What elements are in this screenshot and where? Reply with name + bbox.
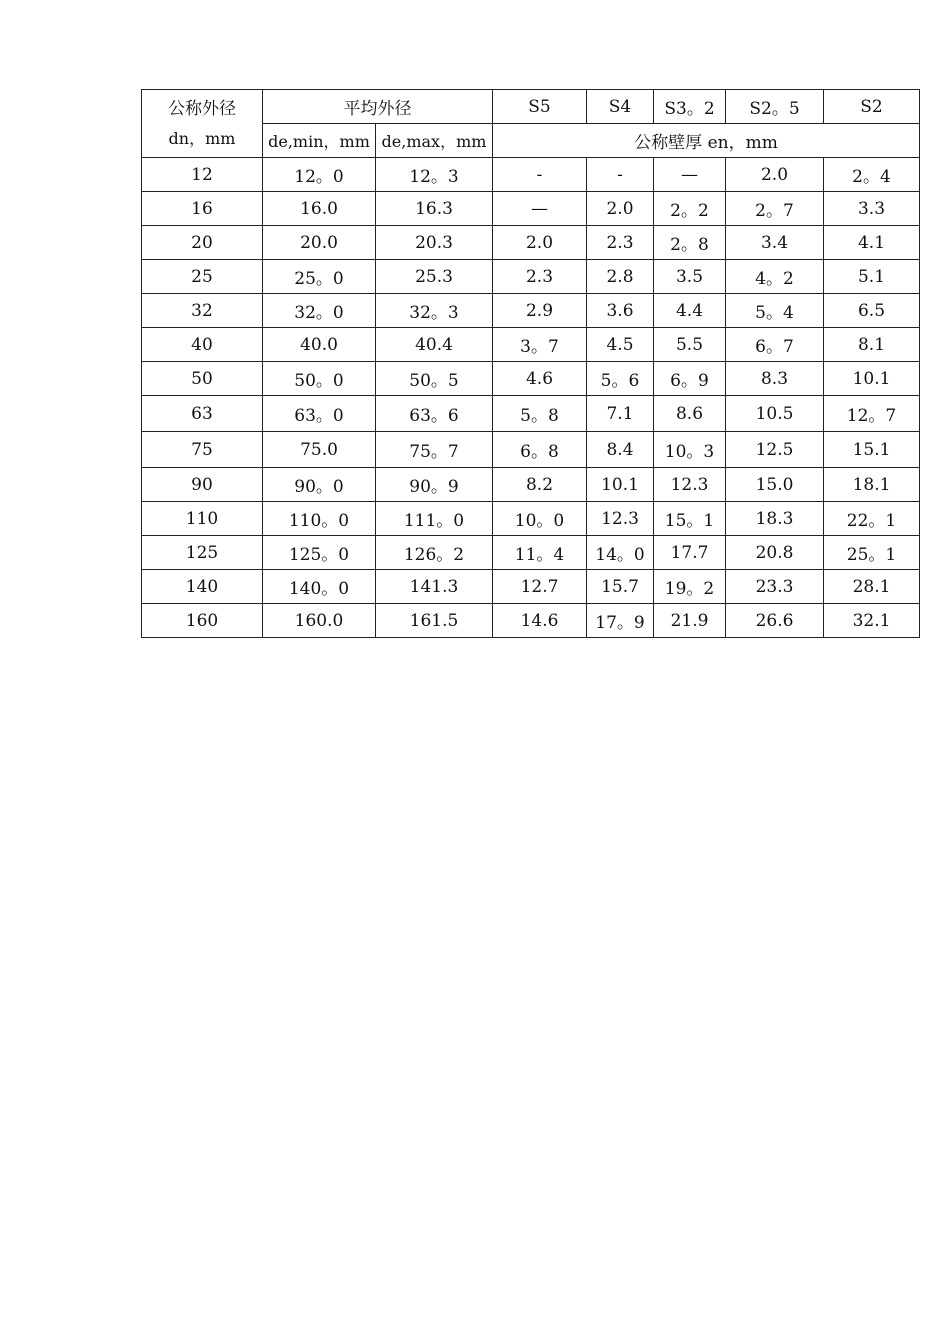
cell-de-min: 63。0 bbox=[263, 396, 376, 432]
series-header-s2-5: S2。5 bbox=[726, 90, 824, 124]
cell-dn: 90 bbox=[142, 468, 263, 502]
cell-dn: 75 bbox=[142, 432, 263, 468]
cell-s2-5: 12.5 bbox=[726, 432, 824, 468]
table-row bbox=[142, 362, 920, 396]
cell-dn: 140 bbox=[142, 570, 263, 604]
cell-s2: 3.3 bbox=[824, 192, 920, 226]
cell-s5: 4.6 bbox=[493, 362, 587, 396]
cell-dn: 63 bbox=[142, 396, 263, 432]
cell-dn: 50 bbox=[142, 362, 263, 396]
cell-s3-2: 19。2 bbox=[654, 570, 726, 604]
cell-s3-2: 15。1 bbox=[654, 502, 726, 536]
cell-s3-2: 10。3 bbox=[654, 432, 726, 468]
cell-dn: 110 bbox=[142, 502, 263, 536]
cell-s4: 4.5 bbox=[587, 328, 654, 362]
mean-od-header: 平均外径 bbox=[263, 90, 493, 124]
cell-de-max: 111。0 bbox=[376, 502, 493, 536]
cell-de-min: 50。0 bbox=[263, 362, 376, 396]
cell-s2: 18.1 bbox=[824, 468, 920, 502]
table-row bbox=[142, 432, 920, 468]
cell-s5: 8.2 bbox=[493, 468, 587, 502]
cell-s4: 17。9 bbox=[587, 604, 654, 638]
cell-s2: 32.1 bbox=[824, 604, 920, 638]
table-row bbox=[142, 570, 920, 604]
table-row bbox=[142, 226, 920, 260]
cell-s4: 3.6 bbox=[587, 294, 654, 328]
cell-dn: 40 bbox=[142, 328, 263, 362]
cell-s2: 6.5 bbox=[824, 294, 920, 328]
cell-s5: 11。4 bbox=[493, 536, 587, 570]
table-row bbox=[142, 294, 920, 328]
cell-de-min: 16.0 bbox=[263, 192, 376, 226]
cell-s2: 22。1 bbox=[824, 502, 920, 536]
cell-s4: 8.4 bbox=[587, 432, 654, 468]
cell-de-max: 90。9 bbox=[376, 468, 493, 502]
cell-s3-2: 2。8 bbox=[654, 226, 726, 260]
pipe-dimension-table bbox=[141, 89, 920, 638]
cell-s2-5: 2.0 bbox=[726, 158, 824, 192]
nominal-od-unit: dn，mm bbox=[168, 128, 236, 148]
series-header-s5: S5 bbox=[493, 90, 587, 124]
cell-dn: 16 bbox=[142, 192, 263, 226]
cell-de-min: 75.0 bbox=[263, 432, 376, 468]
cell-s2-5: 5。4 bbox=[726, 294, 824, 328]
cell-dn: 160 bbox=[142, 604, 263, 638]
cell-s5: 3。7 bbox=[493, 328, 587, 362]
cell-s2: 28.1 bbox=[824, 570, 920, 604]
cell-s4: 12.3 bbox=[587, 502, 654, 536]
cell-de-max: 32。3 bbox=[376, 294, 493, 328]
cell-dn: 32 bbox=[142, 294, 263, 328]
cell-s2: 15.1 bbox=[824, 432, 920, 468]
cell-de-max: 75。7 bbox=[376, 432, 493, 468]
cell-s3-2: 5.5 bbox=[654, 328, 726, 362]
table-row bbox=[142, 158, 920, 192]
cell-s4: 7.1 bbox=[587, 396, 654, 432]
cell-s5: 2.3 bbox=[493, 260, 587, 294]
cell-s3-2: 6。9 bbox=[654, 362, 726, 396]
cell-s5: 2.0 bbox=[493, 226, 587, 260]
cell-de-max: 126。2 bbox=[376, 536, 493, 570]
cell-de-min: 90。0 bbox=[263, 468, 376, 502]
cell-s2-5: 18.3 bbox=[726, 502, 824, 536]
cell-s2: 2。4 bbox=[824, 158, 920, 192]
cell-de-min: 110。0 bbox=[263, 502, 376, 536]
cell-s4: 2.8 bbox=[587, 260, 654, 294]
cell-de-min: 25。0 bbox=[263, 260, 376, 294]
cell-s4: 2.0 bbox=[587, 192, 654, 226]
cell-de-min: 125。0 bbox=[263, 536, 376, 570]
cell-s2-5: 20.8 bbox=[726, 536, 824, 570]
cell-s2-5: 15.0 bbox=[726, 468, 824, 502]
cell-s3-2: 8.6 bbox=[654, 396, 726, 432]
cell-s3-2: 12.3 bbox=[654, 468, 726, 502]
cell-s5: 2.9 bbox=[493, 294, 587, 328]
cell-s2: 8.1 bbox=[824, 328, 920, 362]
cell-s3-2: 3.5 bbox=[654, 260, 726, 294]
cell-de-max: 50。5 bbox=[376, 362, 493, 396]
table-row bbox=[142, 502, 920, 536]
table-row bbox=[142, 192, 920, 226]
cell-de-min: 12。0 bbox=[263, 158, 376, 192]
cell-de-min: 160.0 bbox=[263, 604, 376, 638]
cell-de-max: 40.4 bbox=[376, 328, 493, 362]
cell-s2: 10.1 bbox=[824, 362, 920, 396]
cell-de-max: 12。3 bbox=[376, 158, 493, 192]
cell-s3-2: 4.4 bbox=[654, 294, 726, 328]
series-header-s4: S4 bbox=[587, 90, 654, 124]
cell-s3-2: — bbox=[654, 158, 726, 192]
cell-de-min: 32。0 bbox=[263, 294, 376, 328]
cell-s3-2: 21.9 bbox=[654, 604, 726, 638]
cell-s4: - bbox=[587, 158, 654, 192]
de-min-header: de,min，mm bbox=[263, 124, 376, 158]
cell-s2: 12。7 bbox=[824, 396, 920, 432]
de-max-header: de,max，mm bbox=[376, 124, 493, 158]
cell-s5: 6。8 bbox=[493, 432, 587, 468]
cell-s2: 25。1 bbox=[824, 536, 920, 570]
header-row-1 bbox=[142, 90, 920, 124]
cell-dn: 20 bbox=[142, 226, 263, 260]
table-row bbox=[142, 260, 920, 294]
cell-de-max: 25.3 bbox=[376, 260, 493, 294]
cell-s5: - bbox=[493, 158, 587, 192]
table-row bbox=[142, 396, 920, 432]
cell-de-max: 20.3 bbox=[376, 226, 493, 260]
series-header-s3-2: S3。2 bbox=[654, 90, 726, 124]
cell-s2-5: 26.6 bbox=[726, 604, 824, 638]
cell-s5: — bbox=[493, 192, 587, 226]
cell-s5: 10。0 bbox=[493, 502, 587, 536]
cell-s4: 10.1 bbox=[587, 468, 654, 502]
cell-s3-2: 2。2 bbox=[654, 192, 726, 226]
cell-s2-5: 6。7 bbox=[726, 328, 824, 362]
cell-s4: 14。0 bbox=[587, 536, 654, 570]
cell-de-max: 141.3 bbox=[376, 570, 493, 604]
cell-s2: 5.1 bbox=[824, 260, 920, 294]
cell-dn: 25 bbox=[142, 260, 263, 294]
cell-s4: 15.7 bbox=[587, 570, 654, 604]
table-body bbox=[142, 158, 920, 638]
cell-de-max: 63。6 bbox=[376, 396, 493, 432]
cell-s2-5: 23.3 bbox=[726, 570, 824, 604]
nominal-od-label: 公称外径 bbox=[168, 98, 236, 119]
cell-de-max: 161.5 bbox=[376, 604, 493, 638]
wall-thickness-header: 公称壁厚 en，mm bbox=[493, 124, 920, 158]
cell-s4: 2.3 bbox=[587, 226, 654, 260]
cell-s5: 14.6 bbox=[493, 604, 587, 638]
cell-s4: 5。6 bbox=[587, 362, 654, 396]
table-row bbox=[142, 328, 920, 362]
cell-dn: 12 bbox=[142, 158, 263, 192]
cell-de-min: 40.0 bbox=[263, 328, 376, 362]
cell-s5: 5。8 bbox=[493, 396, 587, 432]
cell-de-min: 140。0 bbox=[263, 570, 376, 604]
cell-s2-5: 2。7 bbox=[726, 192, 824, 226]
cell-s2-5: 4。2 bbox=[726, 260, 824, 294]
cell-s3-2: 17.7 bbox=[654, 536, 726, 570]
cell-de-max: 16.3 bbox=[376, 192, 493, 226]
cell-s2-5: 8.3 bbox=[726, 362, 824, 396]
cell-s2: 4.1 bbox=[824, 226, 920, 260]
cell-s2-5: 10.5 bbox=[726, 396, 824, 432]
table-row bbox=[142, 604, 920, 638]
cell-s2-5: 3.4 bbox=[726, 226, 824, 260]
cell-de-min: 20.0 bbox=[263, 226, 376, 260]
table-row bbox=[142, 536, 920, 570]
nominal-od-header bbox=[142, 90, 263, 158]
cell-dn: 125 bbox=[142, 536, 263, 570]
series-header-s2: S2 bbox=[824, 90, 920, 124]
table-row bbox=[142, 468, 920, 502]
cell-s5: 12.7 bbox=[493, 570, 587, 604]
